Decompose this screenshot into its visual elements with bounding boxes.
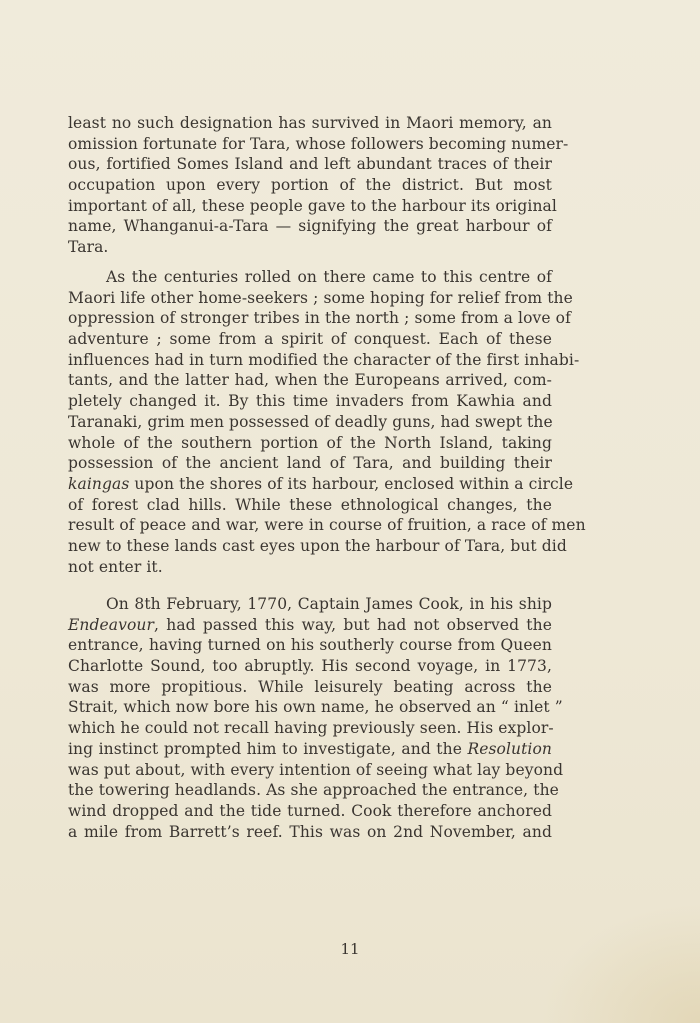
text-line: possession of the ancient land of Tara, and building their: [68, 454, 552, 473]
text-line: entrance, having turned on his southerly course from Queen: [68, 636, 552, 655]
text-line-with-italic: [68, 474, 574, 495]
text-line-with-italic: [68, 739, 552, 760]
text-line: tants, and the latter had, when the Europeans arrived, com-: [68, 371, 552, 390]
text-line: name, Whanganui-a-Tara — signifying the great harbour of: [68, 217, 552, 236]
text-line: Charlotte Sound, too abruptly. His second voyage, in 1773,: [68, 657, 552, 676]
text-line: the towering headlands. As she approached the entrance, the: [68, 781, 559, 800]
text-line: ous, fortified Somes Island and left abundant traces of their: [68, 155, 552, 174]
text-line: result of peace and war, were in course of fruition, a race of men: [68, 516, 586, 535]
paragraph-captain-cook: [68, 594, 564, 842]
text-line: of forest clad hills. While these ethnological changes, the: [68, 495, 552, 514]
text-line: On 8th February, 1770, Captain James Cook, in his ship: [106, 595, 552, 613]
text-line: As the centuries rolled on there came to this centre of: [106, 268, 552, 286]
text-line: which he could not recall having previously seen. His explor-: [68, 719, 554, 738]
ship-name-endeavour: Endeavour: [68, 615, 155, 634]
text-line: Tara.: [68, 238, 109, 257]
text-line: was more propitious. While leisurely beating across the: [68, 677, 552, 696]
text-fragment: ing instinct prompted him to investigate, and the: [68, 739, 462, 758]
text-line: Taranaki, grim men possessed of deadly guns, had swept the: [68, 412, 553, 431]
text-line: influences had in turn modified the character of the first inhabi-: [68, 350, 580, 369]
text-fragment: , had passed this way, but had not observed the: [154, 615, 552, 634]
text-line: pletely changed it. By this time invaders from Kawhia and: [68, 392, 552, 411]
italic-term: kaingas: [68, 474, 130, 493]
text-line: important of all, these people gave to the harbour its original: [68, 196, 557, 215]
text-line: occupation upon every portion of the district. But most: [68, 176, 552, 195]
ship-name-resolution: Resolution: [467, 739, 553, 758]
text-line: adventure ; some from a spirit of conquest. Each of these: [68, 330, 552, 349]
text-line: whole of the southern portion of the North Island, taking: [68, 433, 552, 452]
text-line: not enter it.: [68, 557, 163, 576]
text-fragment: upon the shores of its harbour, enclosed within a circle: [134, 474, 574, 493]
text-line: omission fortunate for Tara, whose followers becoming numer-: [68, 134, 569, 153]
text-line: a mile from Barrett’s reef. This was on 2nd November, and: [68, 822, 552, 841]
text-line: wind dropped and the tide turned. Cook therefore anchored: [68, 801, 552, 820]
text-line: least no such designation has survived in Maori memory, an: [68, 114, 552, 132]
text-line: Strait, which now bore his own name, he observed an “ inlet ”: [68, 698, 563, 717]
text-line: Maori life other home-seekers ; some hoping for relief from the: [68, 288, 573, 307]
paragraph-maori-settlers: [68, 267, 586, 577]
text-line: was put about, with every intention of seeing what lay beyond: [68, 760, 564, 779]
paragraph-tara-harbour: [68, 113, 569, 258]
page-number: 11: [340, 940, 360, 958]
text-line-with-italic: [68, 615, 552, 636]
text-line: new to these lands cast eyes upon the harbour of Tara, but did: [68, 536, 567, 555]
text-line: oppression of stronger tribes in the north ; some from a love of: [68, 309, 571, 328]
